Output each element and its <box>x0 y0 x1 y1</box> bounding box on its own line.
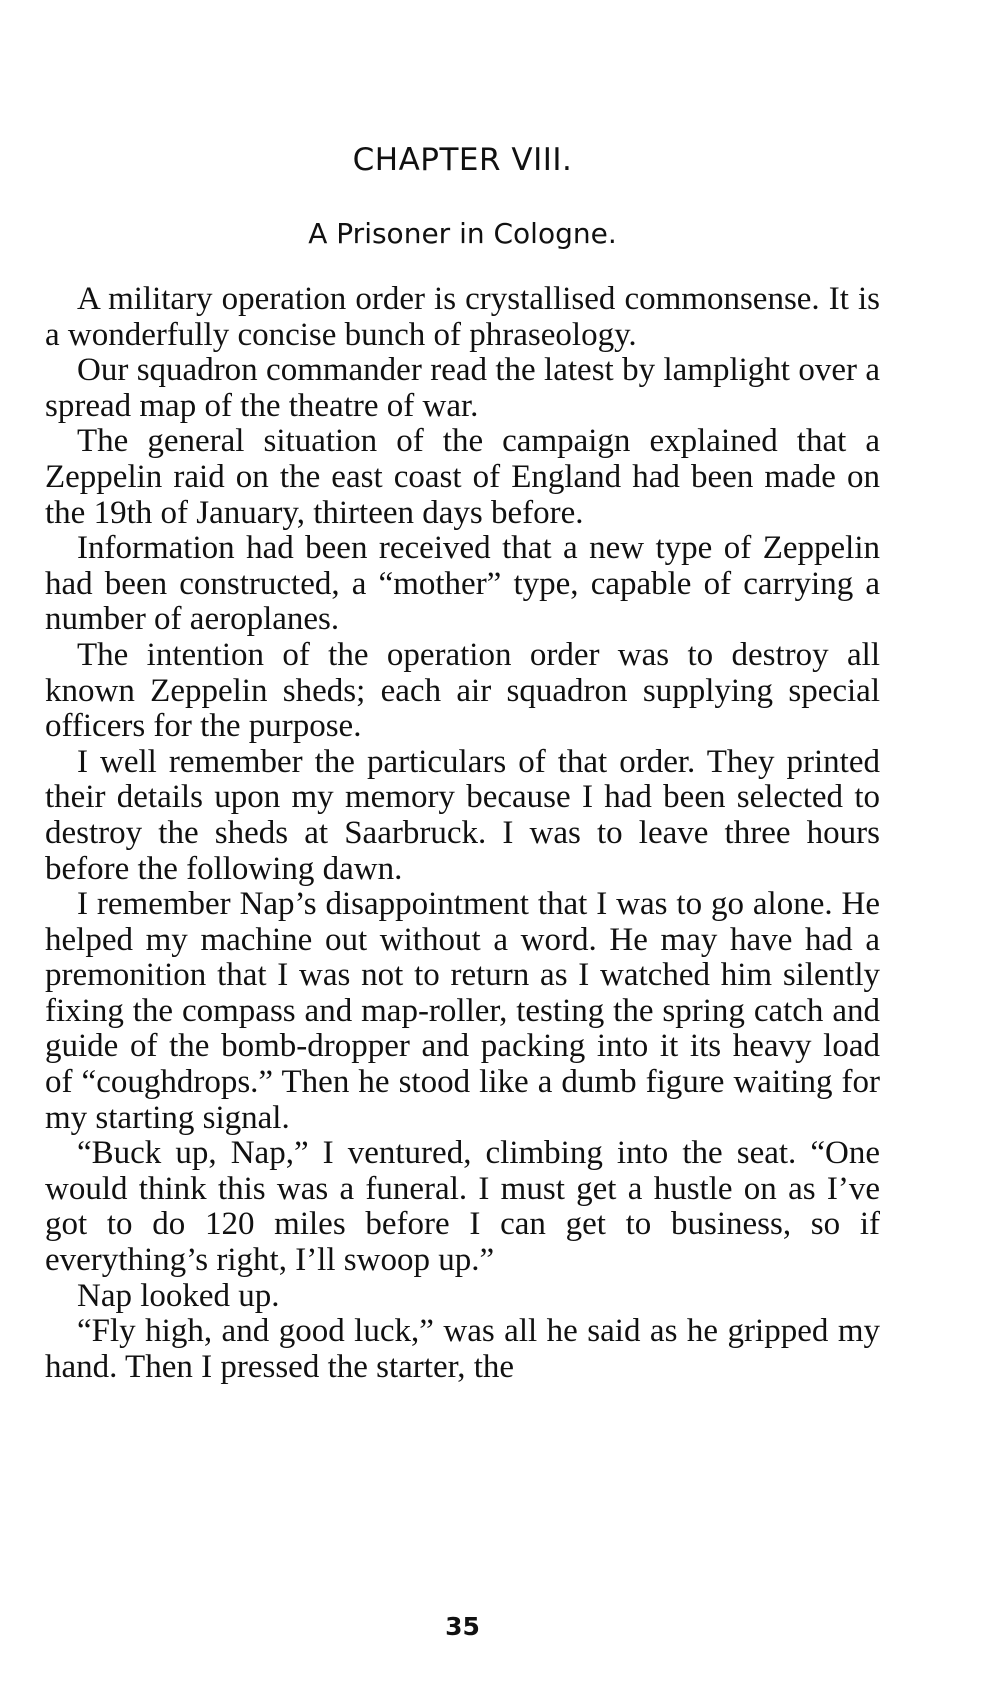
paragraph: “Buck up, Nap,” I ventured, climbing into the seat. “One would think this was a funeral. I must get a hustle on as I’ve got to do 120 miles before I can get to business, so if everything’s right, I’ll swoop up.” <box>45 1135 880 1279</box>
paragraph: I well remember the particulars of that order. They printed their details upon my memory because I had been selected to destroy the sheds at Saarbruck. I was to leave three hours before the following dawn. <box>45 743 880 887</box>
paragraph: A military operation order is crystallised commonsense. It is a wonderfully concise bunch of phraseology. <box>45 281 880 353</box>
paragraph: Our squadron commander read the latest by lamplight over a spread map of the theatre of war. <box>45 352 880 424</box>
page-number: 35 <box>445 1612 480 1641</box>
paragraph: “Fly high, and good luck,” was all he said as he gripped my hand. Then I pressed the starter, the <box>45 1313 880 1385</box>
chapter-body <box>45 282 880 1385</box>
paragraph: The intention of the operation order was to destroy all known Zeppelin sheds; each air squadron supplying special officers for the purpose. <box>45 636 880 745</box>
book-page <box>45 0 880 1698</box>
chapter-subtitle: A Prisoner in Cologne. <box>308 217 617 250</box>
paragraph: Information had been received that a new type of Zeppelin had been constructed, a “mother” type, capable of carrying a number of aeroplanes. <box>45 530 880 638</box>
paragraph: Nap looked up. <box>77 1277 280 1314</box>
paragraph: The general situation of the campaign explained that a Zeppelin raid on the east coast of England had been made on the 19th of January, thirteen days before. <box>45 423 880 531</box>
paragraph: I remember Nap’s disappointment that I was to go alone. He helped my machine out without a word. He may have had a premonition that I was not to return as I watched him silently fixing the compass and map-roller, testing the spring catch and guide of the bomb-dropper and packing into it its heavy load of “coughdrops.” Then he stood like a dumb figure waiting for my starting signal. <box>45 886 880 1136</box>
chapter-title: CHAPTER VIII. <box>352 142 573 178</box>
